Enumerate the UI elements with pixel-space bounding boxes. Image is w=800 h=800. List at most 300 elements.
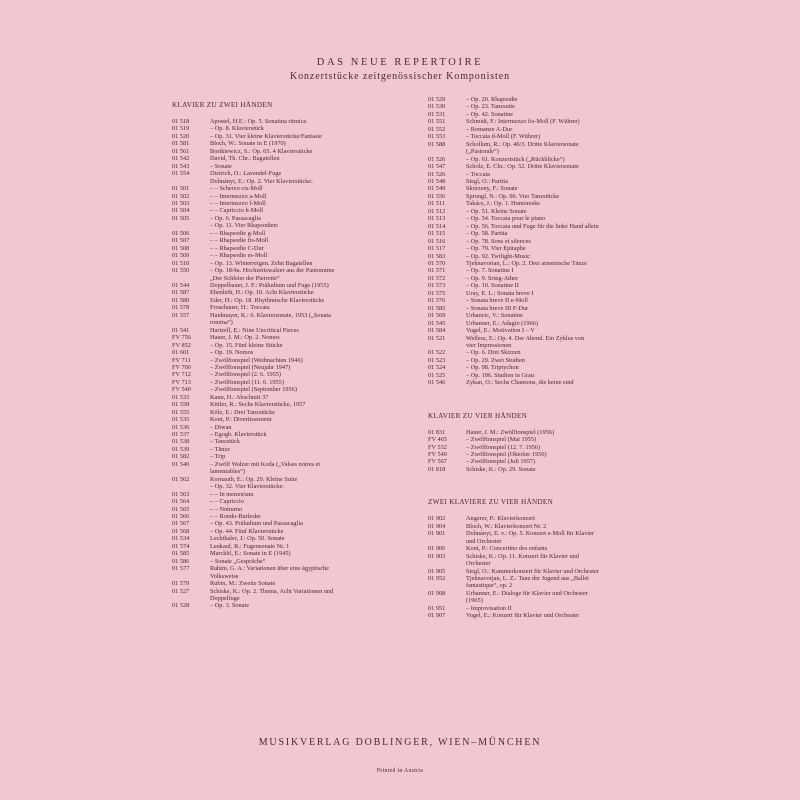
catalog-entry	[172, 394, 420, 401]
catalog-title: – Op. 79. Vier Epitaphe	[466, 245, 526, 253]
catalog-title: Bloch, W.: Klavierkonzert Nr. 2	[466, 522, 547, 530]
catalog-entry	[428, 245, 656, 252]
catalog-entry	[428, 230, 656, 237]
catalog-entry	[172, 140, 420, 147]
catalog-entry	[172, 528, 420, 535]
catalog-number: 01 561	[172, 147, 190, 155]
catalog-number: 01 555	[172, 408, 190, 416]
catalog-entry	[172, 364, 420, 371]
catalog-number: 01 513	[428, 215, 446, 223]
catalog-entry	[172, 327, 420, 334]
catalog-number: 01 518	[172, 118, 190, 125]
catalog-entry	[172, 163, 420, 170]
catalog-number: 01 903	[428, 552, 446, 560]
catalog-title: – Op. 7. Sonatine I	[466, 267, 514, 275]
catalog-title: – – In memoriam	[210, 490, 254, 498]
catalog-entry	[428, 238, 656, 245]
catalog-number: 01 549	[428, 185, 446, 193]
catalog-entry	[172, 535, 420, 542]
catalog-number: 01 506	[172, 229, 190, 237]
catalog-entry	[428, 349, 656, 356]
catalog-number: 01 535	[172, 416, 190, 424]
catalog-title: Hauer, J. M.: Zwölftonspiel (1956)	[466, 428, 555, 436]
catalog-number: 01 577	[172, 565, 190, 573]
catalog-title-continued: lamentables“)	[210, 468, 245, 476]
catalog-title-continued: „Der Schleier der Pierrette“	[210, 274, 280, 282]
catalog-entry	[172, 416, 420, 423]
catalog-number: 01 562	[172, 475, 190, 483]
catalog-title: – – Rhapsodie g-Moll	[210, 229, 266, 237]
catalog-entry	[428, 275, 656, 282]
catalog-title: – Op. 31. Vier kleine Klavierstücke/Fantasie	[210, 132, 322, 140]
catalog-number: FV 756	[172, 334, 191, 342]
catalog-title: – Sonata breve III F-Dur	[466, 304, 529, 312]
catalog-title: – – Notturno	[210, 505, 243, 513]
catalog-title: – – Intermezzo f-Moll	[210, 199, 266, 207]
catalog-number: FV 713	[172, 378, 191, 386]
catalog-title: Bloch, W.: Sonate in E (1970)	[210, 140, 286, 148]
catalog-entry	[428, 297, 656, 304]
catalog-number: FV 532	[428, 443, 447, 451]
catalog-number: 01 552	[428, 125, 446, 133]
catalog-title: – Egogh. Klavierstück	[210, 431, 267, 439]
catalog-title: Hauer, J. M.: Op. 2. Nomos	[210, 334, 280, 342]
catalog-entry	[172, 498, 420, 505]
catalog-entry	[428, 553, 656, 568]
catalog-entry	[428, 545, 656, 552]
catalog-title-continued: fantastique“, op. 2	[466, 582, 513, 590]
catalog-number: 01 530	[428, 103, 446, 111]
catalog-entry	[428, 612, 656, 619]
catalog-title: Kann, H.: Abschnitt 37	[210, 393, 269, 401]
catalog-title: Vogel, E.: Konzert für Klavier und Orchester	[466, 612, 580, 620]
catalog-number: 01 507	[172, 237, 190, 245]
catalog-title: – Trip	[210, 453, 226, 461]
catalog-entry	[428, 605, 656, 612]
catalog-title: – Op. 6. Drei Skizzen	[466, 349, 521, 357]
section-title-two-pianos: ZWEI KLAVIERE ZU VIER HÄNDEN	[428, 498, 554, 507]
catalog-entry	[428, 436, 656, 443]
catalog-entry	[172, 334, 420, 341]
catalog-title: – Op. 32. Vier Klavierstücke:	[210, 483, 285, 491]
catalog-entry	[172, 289, 420, 296]
catalog-title: – Zwölftonspiel (Neujahr 1947)	[210, 363, 291, 371]
catalog-title: – Op. 51. Kleine Sonate	[466, 207, 527, 215]
catalog-title: – Sonate „Gespräche“	[210, 557, 266, 565]
catalog-entry	[172, 237, 420, 244]
catalog-entry	[428, 515, 656, 522]
catalog-entry	[172, 506, 420, 513]
catalog-title: – – Scherzo cis-Moll	[210, 185, 263, 193]
catalog-title: – – Rhapsodie C-Dur	[210, 244, 264, 252]
catalog-entry	[172, 222, 420, 229]
printed-in-note: Printed in Austria	[376, 768, 424, 774]
page-subtitle: Konzertstücke zeitgenössischer Komponisten	[290, 71, 510, 82]
catalog-title: – – Intermezzo a-Moll	[210, 192, 267, 200]
catalog-title: Kölz, E.: Drei Tanzstücke	[210, 408, 276, 416]
catalog-entry	[428, 111, 656, 118]
catalog-number: 01 527	[172, 587, 190, 595]
catalog-title: – Zwölftonspiel (Weihnachten 1946)	[210, 356, 303, 364]
catalog-title-continued: romina“)	[210, 319, 233, 327]
catalog-entry	[172, 491, 420, 498]
catalog-entry	[172, 550, 420, 557]
catalog-title-continued: (1965)	[466, 597, 483, 605]
catalog-entry	[172, 118, 420, 125]
catalog-number: 01 585	[172, 550, 190, 558]
catalog-entry	[172, 193, 420, 200]
catalog-title: Dietrich, O.: Lavendel-Fuge	[210, 170, 282, 178]
catalog-title: Kont, P.: Concertino des enfants	[466, 545, 548, 553]
catalog-title: – Op. 11. Vier Rhapsodien:	[210, 222, 279, 230]
catalog-entry	[172, 543, 420, 550]
catalog-number: 01 554	[172, 170, 190, 178]
catalog-title: David, Th. Chr.: Bagatellen	[210, 155, 280, 163]
catalog-entry	[172, 170, 420, 177]
catalog-entry	[172, 260, 420, 267]
catalog-title: – Improvisation II	[466, 604, 512, 612]
catalog-number: 01 505	[172, 214, 190, 222]
catalog-entry	[172, 230, 420, 237]
catalog-title: – Op. 56. Toccata und Fuge für die linke Hand allein	[466, 222, 599, 230]
catalog-number: 01 951	[428, 604, 446, 612]
catalog-entry	[428, 193, 656, 200]
catalog-title-continued: („Pastorale“)	[466, 148, 499, 156]
catalog-number: 01 556	[428, 192, 446, 200]
catalog-number: 01 576	[428, 297, 446, 305]
catalog-number: 01 514	[428, 222, 446, 230]
catalog-title: – Op. 13. Winterreigen. Zehn Bagatellen	[210, 259, 313, 267]
catalog-entry	[172, 342, 420, 349]
catalog-number: 01 547	[428, 163, 446, 171]
catalog-number: 01 510	[172, 259, 190, 267]
piano-four-hands-list	[428, 429, 656, 474]
catalog-title: Tjeknavorian, L.: Op. 2. Drei armenische Tänze	[466, 259, 587, 267]
catalog-entry	[428, 103, 656, 110]
catalog-entry	[428, 215, 656, 222]
catalog-title: – – Rondo-Burleske	[210, 513, 261, 521]
right-column	[428, 96, 656, 620]
catalog-entry	[172, 461, 420, 476]
catalog-title: – Toccata	[466, 170, 491, 178]
catalog-number: 01 581	[172, 140, 190, 148]
catalog-title: – Op. 54. Toccata pour le piano	[466, 215, 546, 223]
catalog-entry	[428, 200, 656, 207]
catalog-number: 01 601	[172, 349, 190, 357]
catalog-entry	[172, 409, 420, 416]
catalog-entry	[428, 141, 656, 156]
catalog-number: FV 852	[172, 341, 191, 349]
catalog-number: 01 586	[172, 557, 190, 565]
catalog-entry	[172, 483, 420, 490]
catalog-title: Uray, E. L.: Sonata breve I	[466, 289, 534, 297]
catalog-entry	[428, 253, 656, 260]
catalog-number: FV 540	[172, 386, 191, 394]
catalog-title: Urbanner, E.: Adagio (1966)	[466, 319, 538, 327]
catalog-entry	[172, 148, 420, 155]
catalog-entry	[172, 252, 420, 259]
catalog-number: 01 542	[172, 155, 190, 163]
catalog-title-continued: Orchester	[466, 560, 491, 568]
catalog-title: – Op. 9. Sring-Athre	[466, 274, 518, 282]
publisher-footer: MUSIKVERLAG DOBLINGER, WIEN–MÜNCHEN	[258, 737, 542, 748]
catalog-title: – Op. 19. Nomos	[210, 349, 254, 357]
catalog-number: 01 587	[172, 289, 190, 297]
catalog-title: Tjeknavorjan, L. Z.: Tanz der Jugend aus „Ballet	[466, 575, 589, 583]
catalog-title: – Tänze	[210, 445, 230, 453]
left-column	[172, 96, 420, 610]
catalog-title: – Sonate	[210, 162, 232, 170]
catalog-number: 01 545	[428, 319, 446, 327]
catalog-entry	[172, 267, 420, 282]
catalog-number: 01 553	[428, 133, 446, 141]
catalog-number: 01 573	[428, 282, 446, 290]
catalog-title: – Zwölftonspiel (Mai 1955)	[466, 436, 537, 444]
catalog-number: 01 526	[428, 155, 446, 163]
catalog-entry	[428, 163, 656, 170]
section-title-piano-two-hands: KLAVIER ZU ZWEI HÄNDEN	[172, 101, 273, 109]
catalog-entry	[172, 520, 420, 527]
catalog-title: Hartzell, E.: Nine Uncritical Pieces	[210, 326, 299, 334]
catalog-title: Dohnányi, E.: Op. 2. Vier Klavierstücke:	[210, 177, 313, 185]
catalog-number: 01 564	[172, 498, 190, 506]
catalog-title: – Op. 3. Sonate	[210, 602, 250, 610]
catalog-title: – Op. 18/4a. Hochzeitswalzer aus der Pantomime	[210, 267, 335, 275]
catalog-number: 01 582	[172, 453, 190, 461]
catalog-title: Rahim, G. A.: Variationen über eine ägyptische	[210, 565, 329, 573]
catalog-number: 01 901	[428, 530, 446, 538]
catalog-number: 01 579	[172, 580, 190, 588]
catalog-entry	[172, 304, 420, 311]
catalog-title: – Op. 29. Zwei Studien	[466, 356, 525, 364]
catalog-number: 01 566	[172, 513, 190, 521]
catalog-number: 01 503	[172, 199, 190, 207]
catalog-title: Siegl, O.: Partita	[466, 177, 508, 185]
catalog-entry	[172, 602, 420, 609]
catalog-entry	[428, 223, 656, 230]
catalog-title: Takács, J.: Op. 1. Humoreske	[466, 200, 541, 208]
catalog-entry	[428, 260, 656, 267]
catalog-entry	[172, 125, 420, 132]
catalog-entry	[428, 523, 656, 530]
catalog-number: FV 712	[172, 371, 191, 379]
catalog-title: – Op. 8. Klavierstück	[210, 125, 265, 133]
catalog-entry	[428, 156, 656, 163]
catalog-title: Leukauf, R.: Fugensonate Nr. 1	[210, 542, 290, 550]
catalog-title: Dohnányi, E. v.: Op. 5. Konzert e-Moll für Klavier	[466, 530, 595, 538]
catalog-number: 01 511	[428, 200, 446, 208]
catalog-title: – Op. 20. Rhapsodie	[466, 96, 518, 103]
catalog-entry	[428, 208, 656, 215]
catalog-number: 01 536	[172, 423, 190, 431]
catalog-title: Sprongl, N.: Op. 96. Vier Tanzstücke	[466, 192, 560, 200]
catalog-title: – Op. 61. Konzertstück („Rückblicke“)	[466, 155, 565, 163]
catalog-entry	[428, 118, 656, 125]
catalog-number: 01 544	[172, 281, 190, 289]
catalog-number: 01 538	[172, 438, 190, 446]
catalog-title: – Op. 42. Sonatine	[466, 110, 514, 118]
catalog-entry	[428, 126, 656, 133]
catalog-entry	[428, 451, 656, 458]
catalog-entry	[428, 305, 656, 312]
catalog-number: 01 571	[428, 267, 446, 275]
catalog-number: 01 531	[428, 110, 446, 118]
catalog-entry	[428, 290, 656, 297]
catalog-title: – Op. 43. Präludium und Passacaglia	[210, 520, 303, 528]
catalog-number: 01 551	[428, 118, 446, 126]
catalog-entry	[172, 215, 420, 222]
catalog-entry	[172, 155, 420, 162]
catalog-number: 01 906	[428, 545, 446, 553]
catalog-entry	[428, 96, 656, 103]
catalog-title: Ebenhöh, H.: Op. 10. Acht Klavierstücke	[210, 289, 314, 297]
catalog-title: Apostel, H.E.: Op. 5. Sonatina ritmica	[210, 118, 307, 125]
catalog-number: 01 519	[172, 125, 190, 133]
catalog-title: Kornauth, E.: Op. 29. Kleine Suite	[210, 475, 298, 483]
catalog-number: 01 528	[172, 602, 190, 610]
catalog-number: 01 523	[428, 356, 446, 364]
catalog-number: 01 567	[172, 520, 190, 528]
catalog-number: 01 952	[428, 575, 446, 583]
catalog-number: 01 509	[172, 252, 190, 260]
catalog-title: Schollum, R.: Op. 46/3. Dritte Klaviersonate	[466, 140, 579, 148]
piano-two-hands-list-continued	[428, 96, 656, 387]
catalog-number: 01 583	[428, 252, 446, 260]
catalog-title: – Zwölftonspiel (12. 7. 1956)	[466, 443, 541, 451]
catalog-number: 01 557	[172, 311, 190, 319]
catalog-number: 01 578	[172, 304, 190, 312]
catalog-entry	[428, 320, 656, 327]
catalog-number: FV 465	[428, 436, 447, 444]
catalog-title: Bortkiewicz, S.: Op. 65. 4 Klavierstücke	[210, 147, 313, 155]
catalog-title: – – Rhapsodie fis-Moll	[210, 237, 269, 245]
catalog-entry	[172, 476, 420, 483]
catalog-title: – Op. 92. Twilight-Music	[466, 252, 530, 260]
catalog-entry	[172, 185, 420, 192]
catalog-number: 01 524	[428, 364, 446, 372]
catalog-number: 01 533	[172, 393, 190, 401]
catalog-number: FV 549	[428, 451, 447, 459]
catalog-title: Zykan, O.: Sechs Chansons, die keine sind	[466, 379, 574, 387]
catalog-entry	[428, 357, 656, 364]
catalog-entry	[428, 379, 656, 386]
catalog-number: FV 711	[172, 356, 191, 364]
catalog-number: 01 907	[428, 612, 446, 620]
catalog-entry	[172, 446, 420, 453]
catalog-entry	[172, 200, 420, 207]
catalog-title: – Op. 78. Sons et silences	[466, 237, 531, 245]
catalog-title: Angerer, P.: Klavierkonzert	[466, 515, 535, 523]
catalog-entry	[172, 424, 420, 431]
catalog-entry	[172, 453, 420, 460]
two-pianos-list	[428, 515, 656, 619]
catalog-number: 01 905	[428, 567, 446, 575]
catalog-title-continued: Doppelfuge	[210, 595, 240, 602]
catalog-number: 01 539	[172, 445, 190, 453]
catalog-title: – Zwölftonspiel (September 1956)	[210, 386, 297, 394]
catalog-entry	[428, 327, 656, 334]
catalog-number: 01 525	[428, 371, 446, 379]
catalog-title: Schiske, K.: Op. 29. Sonate	[466, 465, 536, 473]
catalog-title: Froschauer, H.: Toccata	[210, 304, 270, 312]
catalog-entry	[428, 267, 656, 274]
catalog-title: – – Capriccio h-Moll	[210, 207, 263, 215]
catalog-title-continued: Volksweise	[210, 572, 239, 580]
catalog-number: 01 526	[428, 170, 446, 178]
catalog-entry	[172, 371, 420, 378]
catalog-title-continued: vier Impressionen	[466, 341, 512, 349]
catalog-title: Schiske, K.: Op. 2. Thema, Acht Variationen und	[210, 587, 334, 595]
catalog-title: Scholz, E. Chr.: Op. 52. Dritte Klaviersonate	[466, 163, 579, 171]
catalog-entry	[172, 580, 420, 587]
catalog-title: – Zwölftonspiel (11. 6. 1955)	[210, 378, 284, 386]
catalog-entry	[428, 282, 656, 289]
catalog-entry	[428, 335, 656, 350]
catalog-number: 01 568	[172, 527, 190, 535]
catalog-entry	[172, 379, 420, 386]
catalog-number: FV 567	[428, 458, 447, 466]
catalog-number: 01 522	[428, 349, 446, 357]
catalog-number: 01 546	[428, 379, 446, 387]
catalog-title: – Diwan	[210, 423, 232, 431]
page-title: DAS NEUE REPERTOIRE	[316, 57, 484, 68]
catalog-entry	[428, 171, 656, 178]
catalog-entry	[172, 588, 420, 603]
catalog-title: Kittler, R.: Sechs Klavierstücke, 1957	[210, 401, 306, 409]
catalog-title: Vogel, E.: Motivation I – V	[466, 327, 535, 335]
catalog-number: 01 588	[428, 140, 446, 148]
section-title-piano-four-hands: KLAVIER ZU VIER HÄNDEN	[428, 411, 528, 420]
catalog-title: – Op. 6. Passacaglia	[210, 214, 261, 222]
catalog-title: Schmidt, F.: Intermezzo fis-Moll (F. Wührer)	[466, 118, 580, 126]
catalog-number: 01 501	[172, 185, 190, 193]
catalog-entry	[428, 133, 656, 140]
catalog-number: 01 512	[428, 207, 446, 215]
catalog-title: – Tanzstück	[210, 438, 241, 446]
catalog-number: 01 908	[428, 589, 446, 597]
catalog-entry	[172, 565, 420, 580]
catalog-title: Rubin, M.: Zweite Sonate	[210, 580, 276, 588]
catalog-entry	[172, 178, 420, 185]
catalog-title: – Op. 98. Triptychon	[466, 364, 519, 372]
catalog-number: 01 529	[428, 96, 446, 103]
catalog-title: – Op. 44. Fünf Klavierstücke	[210, 527, 284, 535]
catalog-title: Eder, H.: Op. 18. Rhythmische Klavierstücke	[210, 296, 325, 304]
catalog-title: – – Capriccio	[210, 498, 244, 506]
catalog-entry	[428, 458, 656, 465]
catalog-number: 01 540	[172, 460, 190, 468]
catalog-entry	[172, 513, 420, 520]
catalog-title: – Op. 10. Sonatine II	[466, 282, 519, 290]
catalog-title: Schiske, K.: Op. 11. Konzert für Klavier und	[466, 552, 579, 560]
catalog-entry	[428, 185, 656, 192]
catalog-title: – Toccata d-Moll (F. Wührer)	[466, 133, 541, 141]
catalog-entry	[428, 312, 656, 319]
catalog-entry	[172, 386, 420, 393]
catalog-number: 01 502	[172, 192, 190, 200]
catalog-entry	[172, 431, 420, 438]
catalog-number: 01 818	[428, 465, 446, 473]
catalog-number: 01 508	[172, 244, 190, 252]
catalog-title: – Zwölf Walzer mit Koda („Valses noires et	[210, 460, 321, 468]
catalog-number: 01 516	[428, 237, 446, 245]
catalog-title: – Op. 23. Tanzsuite	[466, 103, 515, 111]
catalog-entry	[428, 372, 656, 379]
catalog-entry	[428, 590, 656, 605]
catalog-title: – Op. 106. Studien in Grau	[466, 371, 535, 379]
catalog-entry	[428, 530, 656, 545]
catalog-title: Wellesz, E.: Op. 4. Der Abend. Ein Zyklus von	[466, 334, 585, 342]
